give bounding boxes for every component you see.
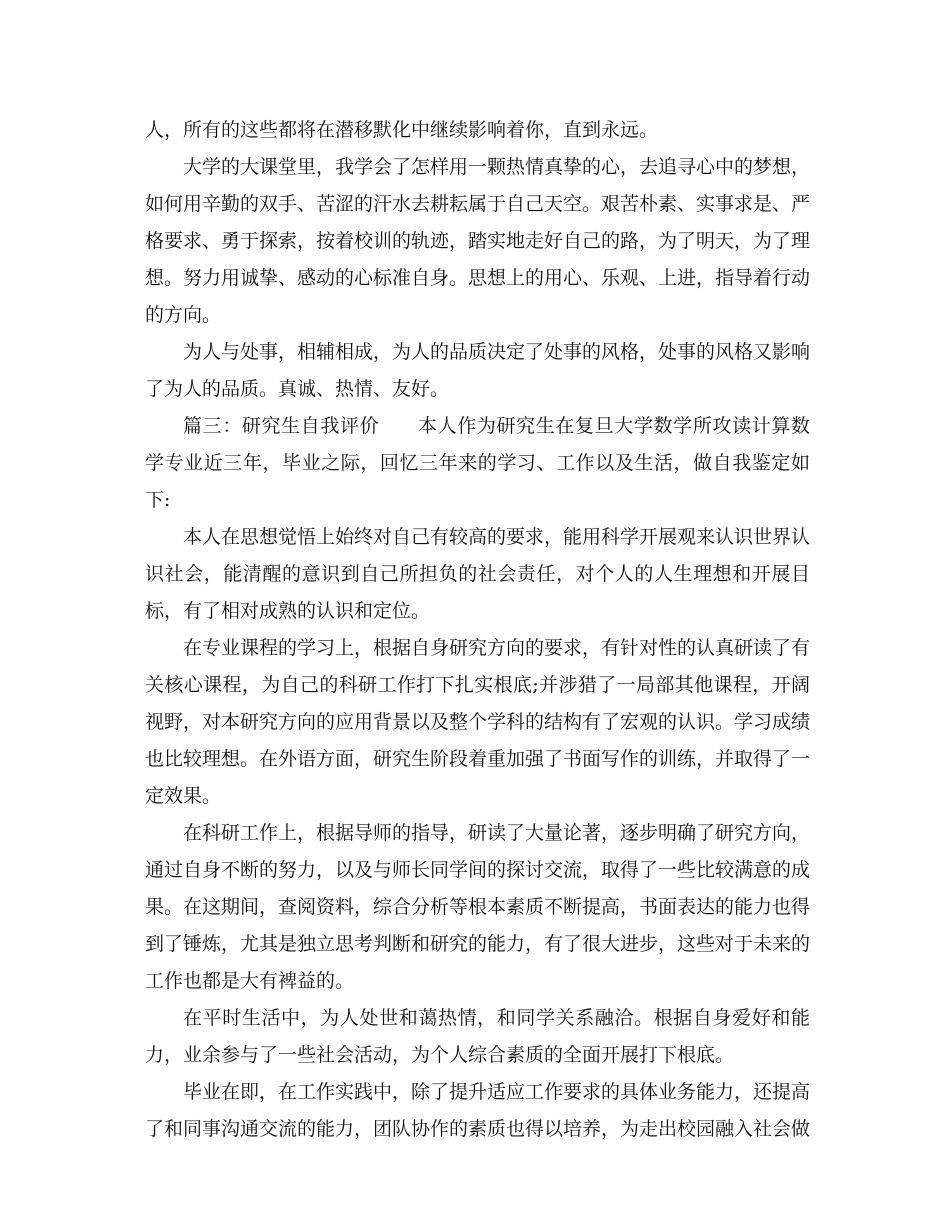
- paragraph: 为人与处事，相辅相成，为人的品质决定了处事的风格，处事的风格又影响了为人的品质。真诚、热情、友好。: [145, 341, 811, 400]
- document-body: [145, 112, 810, 1148]
- paragraph-text: 本人作为研究生在复旦大学数学所攻读计算数学专业近三年，毕业之际，回忆三年来的学习、工作以及生活，做自我鉴定如下:: [145, 415, 810, 511]
- paragraph: 大学的大课堂里，我学会了怎样用一颗热情真挚的心，去追寻心中的梦想，如何用辛勤的双手、苦涩的汗水去耕耘属于自己天空。艰苦朴素、实事求是、严格要求、勇于探索，按着校训的轨迹，踏实地走好自己的路，为了明天，为了理想。努力用诚挚、感动的心标准自身。思想上的用心、乐观、上进，指导着行动的方向。: [145, 156, 811, 326]
- paragraph: 在专业课程的学习上，根据自身研究方向的要求，有针对性的认真研读了有关核心课程，为自己的科研工作打下扎实根底;并涉猎了一局部其他课程，开阔视野，对本研究方向的应用背景以及整个学科的结构有了宏观的认识。学习成绩也比较理想。在外语方面，研究生阶段着重加强了书面写作的训练，并取得了一定效果。: [145, 637, 811, 807]
- paragraph: 人，所有的这些都将在潜移默化中继续影响着你，直到永远。: [145, 119, 659, 141]
- paragraph: 在平时生活中，为人处世和蔼热情，和同学关系融洽。根据自身爱好和能力，业余参与了一些社会活动，为个人综合素质的全面开展打下根底。: [145, 1007, 810, 1066]
- paragraph: 在科研工作上，根据导师的指导，研读了大量论著，逐步明确了研究方向，通过自身不断的努力，以及与师长同学间的探讨交流，取得了一些比较满意的成果。在这期间，查阅资料，综合分析等根本素质不断提高，书面表达的能力也得到了锤炼，尤其是独立思考判断和研究的能力，有了很大进步，这些对于未来的工作也都是大有裨益的。: [145, 822, 811, 992]
- paragraph: 毕业在即，在工作实践中，除了提升适应工作要求的具体业务能力，还提高了和同事沟通交流的能力，团队协作的素质也得以培养，为走出校园融入社会做: [145, 1081, 811, 1140]
- paragraph: 本人在思想觉悟上始终对自己有较高的要求，能用科学开展观来认识世界认识社会，能清醒的意识到自己所担负的社会责任，对个人的人生理想和开展目标，有了相对成熟的认识和定位。: [145, 526, 811, 622]
- section-heading: 篇三：研究生自我评价: [183, 415, 380, 437]
- paragraph: [145, 408, 810, 519]
